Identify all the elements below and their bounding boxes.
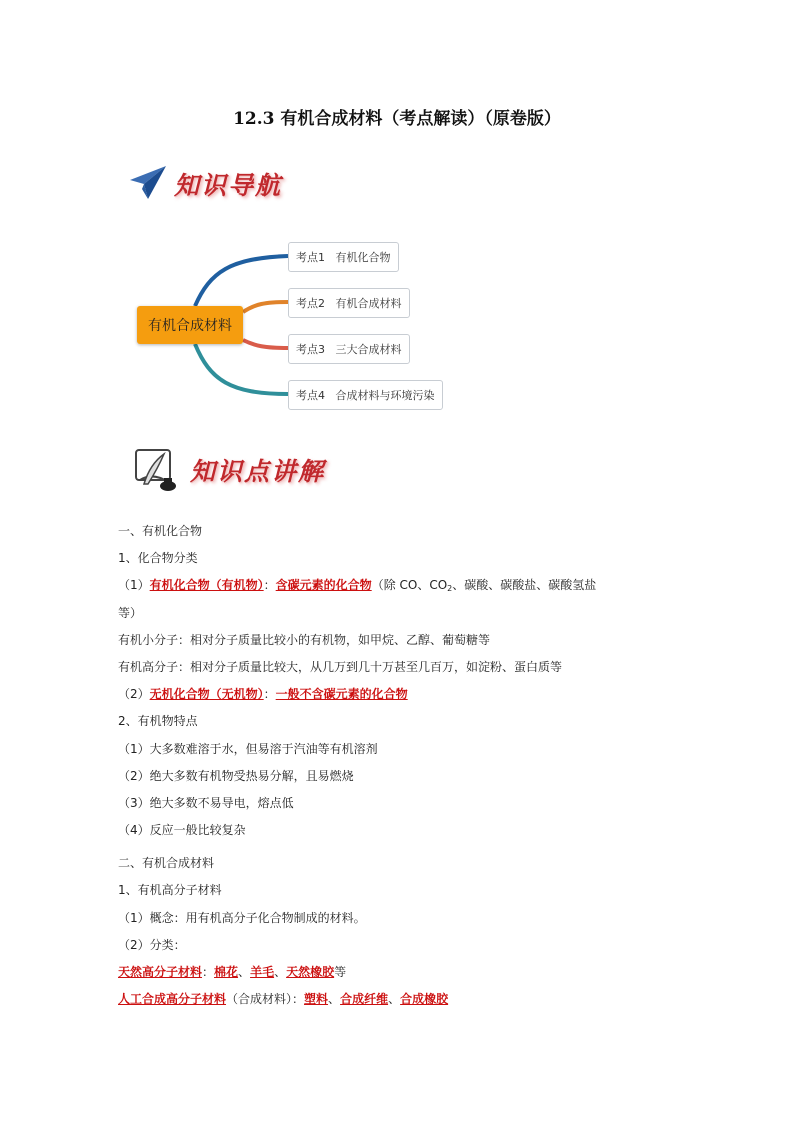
example: 合成橡胶 [400, 992, 449, 1007]
section-heading: 二、有机合成材料 [118, 856, 215, 871]
note-text: （除 CO、CO [371, 578, 448, 593]
subsection-heading: 1、化合物分类 [118, 551, 198, 566]
concept-text: （1）概念：用有机高分子化合物制成的材料。 [118, 910, 366, 925]
separator: 、 [274, 965, 287, 979]
knowledge-navigation-banner [128, 160, 308, 206]
key-term: 有机化合物（有机物） [149, 578, 264, 593]
mind-map [130, 232, 470, 417]
small-molecule-text: 有机小分子：相对分子质量比较小的有机物，如甲烷、乙醇、葡萄糖等 [118, 632, 491, 647]
note-text: 、碳酸、碳酸盐、碳酸氢盐 [452, 578, 597, 593]
key-term: 天然高分子材料 [118, 965, 203, 979]
definition-organic [118, 572, 678, 599]
synthetic-materials [118, 986, 678, 1013]
tail-text: 等 [334, 965, 347, 979]
example: 羊毛 [250, 965, 275, 979]
colon: ： [263, 687, 276, 702]
key-term: 无机化合物（无机物） [149, 687, 264, 702]
mind-map-node-4: 考点4 合成材料与环境污染 [288, 380, 443, 410]
key-definition: 一般不含碳元素的化合物 [275, 687, 408, 702]
separator: 、 [238, 965, 251, 979]
example: 塑料 [304, 992, 329, 1007]
paper-plane-icon [128, 164, 168, 202]
natural-materials [118, 959, 678, 986]
separator: 、 [328, 992, 341, 1007]
document-title: 12.3 有机合成材料（考点解读）（原卷版） [233, 109, 561, 129]
feature-item: （1）大多数难溶于水，但易溶于汽油等有机溶剂 [118, 741, 378, 756]
feature-item: （3）绝大多数不易导电，熔点低 [118, 795, 294, 810]
separator: 、 [388, 992, 401, 1007]
banner-title: 知识点讲解 [190, 457, 326, 486]
example: 合成纤维 [340, 992, 389, 1007]
mind-map-node-1: 考点1 有机化合物 [288, 242, 399, 272]
example: 天然橡胶 [286, 965, 335, 979]
note-continuation: 等） [118, 605, 143, 620]
item-number: （2） [118, 687, 150, 702]
quill-pen-icon [128, 444, 182, 494]
feature-item: （2）绝大多数有机物受热易分解，且易燃烧 [118, 768, 354, 783]
mind-map-root: 有机合成材料 [137, 306, 243, 344]
large-molecule-text: 有机高分子：相对分子质量比较大，从几万到几十万甚至几百万，如淀粉、蛋白质等 [118, 659, 563, 674]
item-number: （1） [118, 578, 150, 593]
subscript: 2 [447, 584, 453, 594]
mind-map-node-3: 考点3 三大合成材料 [288, 334, 410, 364]
knowledge-explanation-banner [128, 444, 368, 490]
classify-text: （2）分类： [118, 937, 186, 952]
paren-text: （合成材料）： [226, 992, 305, 1007]
section-heading: 一、有机化合物 [118, 524, 203, 538]
definition-inorganic [118, 681, 678, 708]
banner-title: 知识导航 [174, 171, 283, 200]
colon: ： [202, 965, 215, 979]
key-definition: 含碳元素的化合物 [275, 578, 372, 593]
key-term: 人工合成高分子材料 [118, 992, 227, 1007]
subsection-heading: 1、有机高分子材料 [118, 883, 222, 898]
document-body [118, 518, 678, 1013]
mind-map-node-2: 考点2 有机合成材料 [288, 288, 410, 318]
colon: ： [263, 578, 276, 593]
feature-item: （4）反应一般比较复杂 [118, 823, 246, 838]
subsection-heading: 2、有机物特点 [118, 714, 198, 729]
example: 棉花 [214, 965, 239, 979]
